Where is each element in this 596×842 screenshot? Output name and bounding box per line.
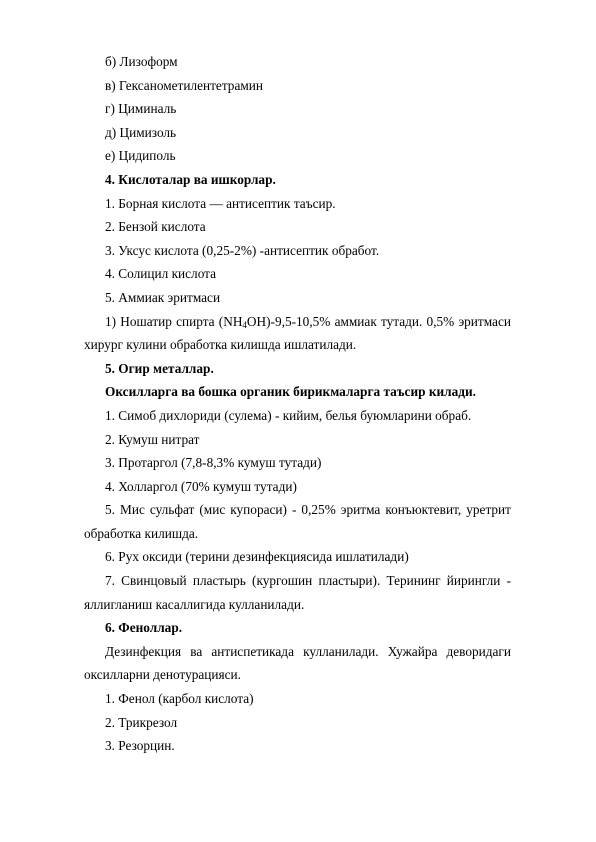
page-content <box>84 50 511 758</box>
list-item: 4. Холларгол (70% кумуш тутади) <box>105 478 297 494</box>
section-heading-acids: 4. Кислоталар ва ишкорлар. <box>105 171 276 187</box>
ammonia-text-start: 1) Ношатир спирта (NH <box>105 313 243 329</box>
subscript-4: 4 <box>242 319 247 330</box>
phenols-paragraph: Дезинфекция ва антиспетикада кулланилади. Хужайра деворидаги оксилларни денотурацияси. <box>84 643 511 683</box>
list-item: в) Гексанометилентетрамин <box>105 77 263 93</box>
list-item: б) Лизоформ <box>105 54 178 69</box>
list-item: 1. Фенол (карбол кислота) <box>105 691 254 707</box>
list-item: 5. Аммиак эритмаси <box>105 289 221 305</box>
list-item: г) Циминаль <box>105 101 177 117</box>
list-item: 6. Рух оксиди (терини дезинфекциясида ишлатилади) <box>105 549 409 565</box>
ammonia-text-end: OH)-9,5-10,5% аммиак тутади. 0,5% эритмаси хирург кулини обработка килишда ишлатилади. <box>84 313 511 353</box>
ammonia-paragraph <box>84 310 511 357</box>
list-item: 3. Уксус кислота (0,25-2%) -антисептик обработ. <box>105 242 380 258</box>
list-item: 4. Солицил кислота <box>105 266 217 282</box>
list-item: 2. Кумуш нитрат <box>105 431 200 447</box>
list-item: е) Цидиполь <box>105 148 176 164</box>
copper-sulfate-paragraph: 5. Мис сульфат (мис купораси) - 0,25% эритма конъюктевит, уретрит обработка килишда. <box>84 502 511 541</box>
list-item: 1. Борная кислота — антисептик таъсир. <box>105 195 336 211</box>
section-heading-phenols: 6. Феноллар. <box>105 620 183 636</box>
list-item: 3. Резорцин. <box>105 738 175 754</box>
section-heading-metals: 5. Огир металлар. <box>105 360 214 376</box>
list-item: 2. Трикрезол <box>105 714 178 730</box>
list-item: 3. Протаргол (7,8-8,3% кумуш тутади) <box>105 455 322 471</box>
list-item: 1. Симоб дихлориди (сулема) - кийим, белья буюмларини обраб. <box>105 407 472 423</box>
list-item: 2. Бензой кислота <box>105 219 206 235</box>
section-subheading-metals: Оксилларга ва бошка органик бирикмаларга таъсир килади. <box>105 384 476 400</box>
lead-plaster-paragraph: 7. Свинцовый пластырь (кургошин пластыри). Терининг йирингли - яллигланиш касаллигида кулланилади. <box>84 573 511 612</box>
list-item: д) Цимизоль <box>105 124 177 140</box>
